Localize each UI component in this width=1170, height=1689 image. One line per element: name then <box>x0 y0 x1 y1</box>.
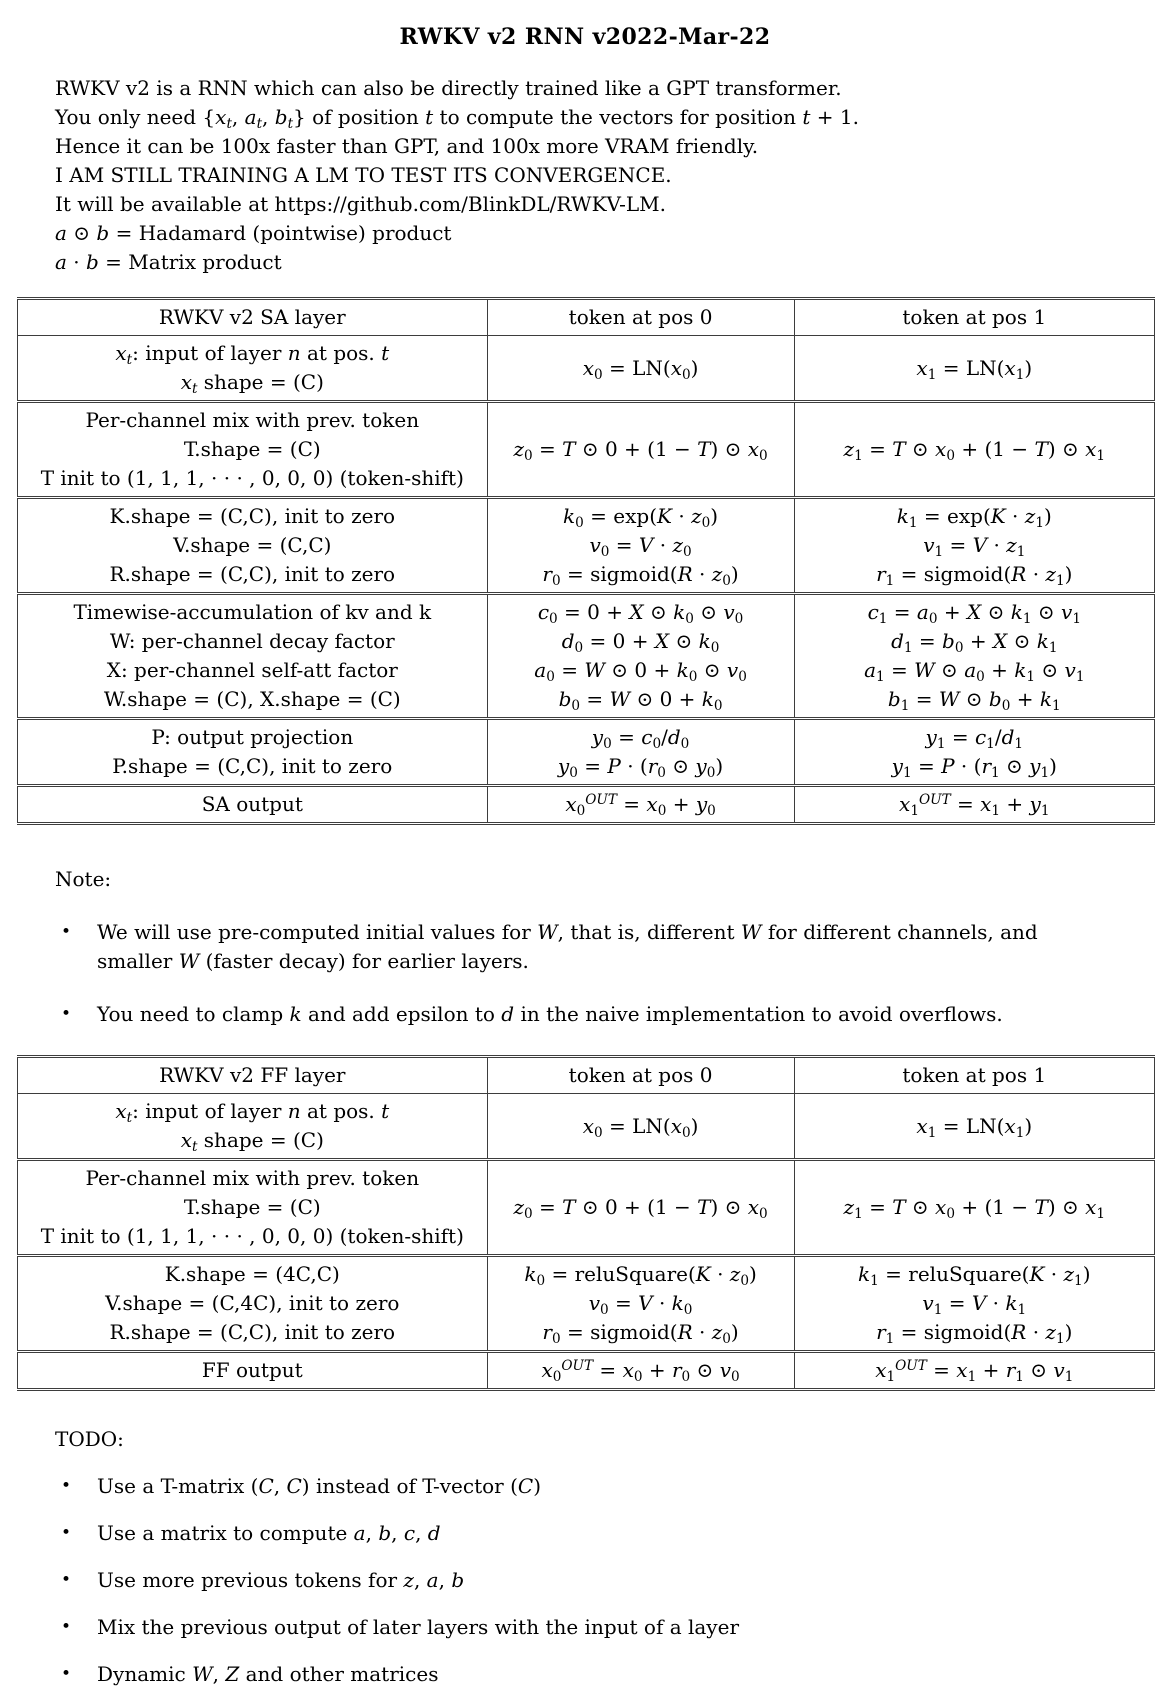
todo-item <box>58 1613 1110 1642</box>
todo-item-text: Dynamic W, Z and other matrices <box>97 1662 439 1686</box>
formula-cell-pos1: $x_1^{OUT} = x_1 + y_1$ <box>794 786 1154 824</box>
table-row-ff-output <box>18 1352 1155 1390</box>
formula-cell-pos1: $x_1^{OUT} = x_1 + r_1$ ⊙ $v_1$ <box>794 1352 1154 1390</box>
formula-cell-pos0: $x_0^{OUT} = x_0 + y_0$ <box>487 786 794 824</box>
formula-cell-pos1: $k_1 = \exp(K \cdot z_1)$ $v_1 = V \cdot z_1$ $r_1$ = sigmoid(R · $z_1$) <box>794 498 1154 594</box>
table-row-sa-output <box>18 786 1155 824</box>
table-row-accumulation <box>18 594 1155 719</box>
header-cell-layer: RWKV v2 SA layer <box>158 305 346 329</box>
note-item-text: We will use pre-computed initial values for W, that is, different W for different channels, and smaller W (faster decay) for earlier layers. <box>97 920 1038 973</box>
note-item-text: You need to clamp k and add epsilon to d in the naive implementation to avoid overflows. <box>97 1002 1003 1026</box>
todo-item-text: Use more previous tokens for z, a, b <box>97 1568 465 1592</box>
table-row-kvr <box>18 1256 1155 1352</box>
formula-cell-pos0: $x_0^{OUT} = x_0 + r_0$ ⊙ $v_0$ <box>487 1352 794 1390</box>
bullet-icon: • <box>61 1617 72 1637</box>
row-label-cell: P: output projection P.shape = (C,C), init to zero <box>18 719 488 786</box>
intro-line-url: It will be available at https://github.com/BlinkDL/RWKV-LM. <box>55 192 667 216</box>
header-cell-layer: RWKV v2 FF layer <box>159 1063 346 1087</box>
note-heading: Note: <box>55 867 112 891</box>
bullet-icon: • <box>61 922 72 942</box>
table-row-kvr <box>18 498 1155 594</box>
todo-item <box>58 1519 1110 1548</box>
formula-cell-pos0: $x_0 = LN(x_0)$ <box>487 336 794 402</box>
intro-line: Hence it can be 100x faster than GPT, and 100x more VRAM friendly. <box>55 134 759 158</box>
table-header-row <box>18 299 1155 336</box>
row-label-cell: Timewise-accumulation of kv and k W: per-channel decay factor X: per-channel self-att factor W.shape = (C), X.shape = (C) <box>18 594 488 719</box>
ff-layer-table <box>17 1055 1155 1391</box>
todo-item-text: Use a matrix to compute a, b, c, d <box>97 1521 441 1545</box>
formula-cell-pos1: $x_1 = LN(x_1)$ <box>794 336 1154 402</box>
row-label-cell: Per-channel mix with prev. token T.shape = (C) T init to (1, 1, 1, · · · , 0, 0, 0) (token-shift) <box>18 402 488 498</box>
row-label-cell: Per-channel mix with prev. token T.shape = (C) T init to (1, 1, 1, · · · , 0, 0, 0) (token-shift) <box>18 1160 488 1256</box>
intro-line: a · b = Matrix product <box>55 250 282 274</box>
header-cell-pos1: token at pos 1 <box>794 1057 1154 1094</box>
formula-cell-pos0: $c_0 = 0 + X$ ⊙ $k_0$ ⊙ $v_0$ $d_0 = 0 + X$ ⊙ $k_0$ $a_0 = W$ ⊙ $0 + k_0$ ⊙ $v_0$ $b_0 = W$ ⊙ $0 + k_0$ <box>487 594 794 719</box>
intro-line: a ⊙ b = Hadamard (pointwise) product <box>55 221 452 245</box>
note-item <box>58 1000 1110 1029</box>
bullet-icon: • <box>61 1664 72 1684</box>
formula-cell-pos1: $z_1 = T$ ⊙ $x_0 + (1 - T)$ ⊙ $x_1$ <box>794 402 1154 498</box>
table-row-mix <box>18 1160 1155 1256</box>
formula-cell-pos1: $z_1 = T$ ⊙ $x_0 + (1 - T)$ ⊙ $x_1$ <box>794 1160 1154 1256</box>
intro-line: You only need {$x_t$, $a_t$, $b_t$} of position t to compute the vectors for position t + 1. <box>55 105 859 132</box>
row-label-cell: $x_t$: input of layer n at pos. t $x_t$ shape = (C) <box>18 336 488 402</box>
bullet-icon: • <box>61 1004 72 1024</box>
row-label-cell: $x_t$: input of layer n at pos. t $x_t$ shape = (C) <box>18 1094 488 1160</box>
todo-item <box>58 1566 1110 1595</box>
row-label-cell: SA output <box>18 786 488 824</box>
table-row-projection <box>18 719 1155 786</box>
table-row-input <box>18 336 1155 402</box>
todo-list <box>58 1472 1110 1689</box>
table-header-row <box>18 1057 1155 1094</box>
formula-cell-pos1: $y_1 = c_1/d_1$ $y_1 = P \cdot (r_1$ ⊙ $y_1$) <box>794 719 1154 786</box>
note-list <box>58 918 1110 1029</box>
formula-cell-pos1: $k_1$ = reluSquare(K · $z_1$) $v_1 = V \cdot k_1$ $r_1$ = sigmoid(R · $z_1$) <box>794 1256 1154 1352</box>
todo-item <box>58 1472 1110 1501</box>
bullet-icon: • <box>61 1476 72 1496</box>
todo-heading: TODO: <box>55 1427 124 1451</box>
header-cell-pos0: token at pos 0 <box>487 299 794 336</box>
formula-cell-pos1: $x_1 = LN(x_1)$ <box>794 1094 1154 1160</box>
todo-item-text: Mix the previous output of later layers with the input of a layer <box>97 1615 740 1639</box>
formula-cell-pos0: $z_0 = T$ ⊙ 0 + (1 − T) ⊙ $x_0$ <box>487 1160 794 1256</box>
todo-item <box>58 1660 1110 1689</box>
header-cell-pos0: token at pos 0 <box>487 1057 794 1094</box>
note-item <box>58 918 1110 976</box>
row-label-cell: K.shape = (C,C), init to zero V.shape = (C,C) R.shape = (C,C), init to zero <box>18 498 488 594</box>
formula-cell-pos0: $z_0 = T$ ⊙ 0 + (1 − T) ⊙ $x_0$ <box>487 402 794 498</box>
row-label-cell: K.shape = (4C,C) V.shape = (C,4C), init to zero R.shape = (C,C), init to zero <box>18 1256 488 1352</box>
sa-layer-table <box>17 297 1155 825</box>
intro-paragraph <box>55 74 1110 277</box>
formula-cell-pos0: $k_0 = \exp(K \cdot z_0)$ $v_0 = V \cdot z_0$ $r_0$ = sigmoid(R · $z_0$) <box>487 498 794 594</box>
header-cell-pos1: token at pos 1 <box>794 299 1154 336</box>
intro-line: I AM STILL TRAINING A LM TO TEST ITS CONVERGENCE. <box>55 163 672 187</box>
bullet-icon: • <box>61 1523 72 1543</box>
formula-cell-pos0: $k_0$ = reluSquare(K · $z_0$) $v_0 = V \cdot k_0$ $r_0$ = sigmoid(R · $z_0$) <box>487 1256 794 1352</box>
page-title: RWKV v2 RNN v2022-Mar-22 <box>399 24 771 50</box>
bullet-icon: • <box>61 1570 72 1590</box>
formula-cell-pos1: $c_1 = a_0 + X$ ⊙ $k_1$ ⊙ $v_1$ $d_1 = b_0 + X$ ⊙ $k_1$ $a_1 = W$ ⊙ $a_0 + k_1$ ⊙ $v_1$ $b_1 = W$ ⊙ $b_0 + k_1$ <box>794 594 1154 719</box>
row-label-cell: FF output <box>18 1352 488 1390</box>
table-row-input <box>18 1094 1155 1160</box>
intro-line: RWKV v2 is a RNN which can also be directly trained like a GPT transformer. <box>55 76 842 100</box>
table-row-mix <box>18 402 1155 498</box>
todo-item-text: Use a T-matrix (C, C) instead of T-vector (C) <box>97 1474 542 1498</box>
formula-cell-pos0: $y_0 = c_0/d_0$ $y_0 = P \cdot (r_0$ ⊙ $y_0$) <box>487 719 794 786</box>
formula-cell-pos0: $x_0 = LN(x_0)$ <box>487 1094 794 1160</box>
